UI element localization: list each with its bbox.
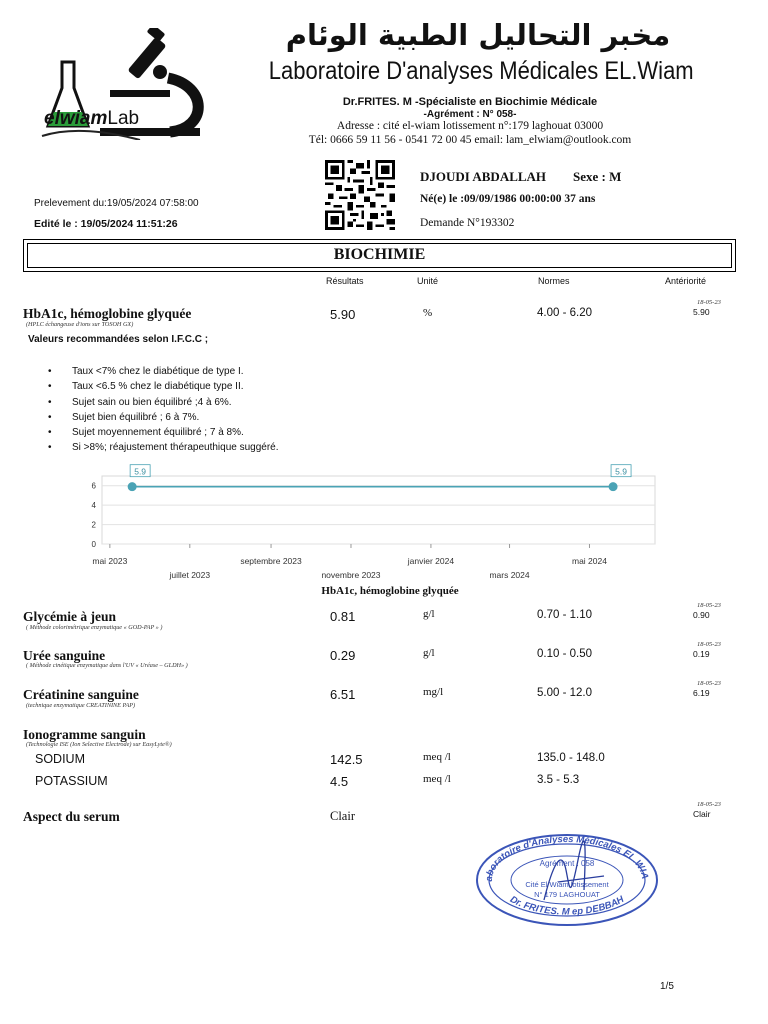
- chart-xtick-label: juillet 2023: [169, 570, 211, 580]
- chart-xtick-label: mai 2024: [571, 556, 607, 566]
- iono-method: (Technologie ISE (Ion Selective Electrode) sur EasyLyte®): [26, 741, 172, 748]
- arabic-title: مخبر التحاليل الطبية الوئام: [285, 18, 671, 52]
- chart-xtick-label: novembre 2023: [321, 570, 381, 580]
- glycemie-result: 0.81: [330, 609, 356, 624]
- list-item: • Sujet bien équilibré ; 6 à 7%.: [48, 410, 279, 425]
- glycemie-name: Glycémie à jeun: [23, 609, 116, 624]
- uree-name: Urée sanguine: [23, 648, 106, 663]
- hba1c-history-chart: [80, 458, 680, 586]
- chart-xtick-label: septembre 2023: [240, 556, 302, 566]
- hba1c-method: (HPLC échangeuse d'ions sur TOSOH GX): [26, 321, 134, 328]
- creat-ant-date: 18-05-23: [697, 680, 721, 687]
- chart-ytick-label: 6: [91, 481, 96, 491]
- stamp-ring-top: aboratoire d'Analyses Médicales EL.WIA: [483, 833, 651, 882]
- address-line: Adresse : cité el-wiam lotissement n°:179 laghouat 03000: [336, 120, 604, 132]
- list-item: • Si >8%; réajustement thérapeuthique suggéré.: [48, 440, 279, 455]
- edite-date: Edité le : 19/05/2024 11:51:26: [34, 218, 178, 230]
- logo-lab-text: Lab: [107, 108, 140, 129]
- chart-data-point: [609, 482, 618, 491]
- sodium-unit: meq /l: [423, 751, 451, 763]
- chart-data-point: [128, 482, 137, 491]
- logo-elwiam-text: elwiam: [44, 108, 108, 129]
- lab-title: Laboratoire D'analyses Médicales EL.Wiam: [268, 57, 694, 85]
- stamp-line1: Agrément : 058: [539, 859, 595, 868]
- glycemie-unit: g/l: [423, 608, 435, 620]
- glycemie-ant-value: 0.90: [693, 610, 710, 620]
- hba1c-result: 5.90: [330, 307, 356, 322]
- qr-code: [325, 160, 395, 230]
- uree-ant-date: 18-05-23: [697, 641, 721, 648]
- chart-ytick-label: 4: [91, 501, 96, 511]
- section-title-box: [23, 239, 736, 272]
- uree-unit: g/l: [423, 647, 435, 659]
- list-item: • Sujet moyennement équilibré ; 7 à 8%.: [48, 425, 279, 440]
- section-title: BIOCHIMIE: [333, 246, 426, 263]
- sodium-result: 142.5: [330, 752, 363, 767]
- potassium-result: 4.5: [330, 774, 349, 789]
- demande-number: Demande N°193302: [420, 217, 515, 229]
- aspect-result: Clair: [330, 809, 355, 823]
- page-number: 1/5: [660, 981, 674, 992]
- prelevement-date: Prelevement du:19/05/2024 07:58:00: [34, 198, 199, 209]
- agrement-line: -Agrément : N° 058-: [423, 109, 517, 120]
- chart-xtick-label: mai 2023: [92, 556, 128, 566]
- chart-xtick-label: janvier 2024: [407, 556, 455, 566]
- patient-birth: Né(e) le :09/09/1986 00:00:00 37 ans: [420, 193, 596, 205]
- contact-line: Tél: 0666 59 11 56 - 0541 72 00 45 email: lam_elwiam@outlook.com: [308, 134, 632, 146]
- uree-result: 0.29: [330, 648, 356, 663]
- col-resultats: Résultats: [326, 276, 364, 286]
- creat-unit: mg/l: [423, 686, 444, 698]
- reco-list: [48, 364, 279, 456]
- col-unite: Unité: [417, 276, 439, 286]
- hba1c-unit: %: [423, 307, 433, 319]
- iono-name: Ionogramme sanguin: [23, 727, 146, 742]
- uree-ant-value: 0.19: [693, 649, 710, 659]
- creat-name: Créatinine sanguine: [23, 687, 139, 702]
- sodium-norms: 135.0 - 148.0: [537, 752, 605, 764]
- hba1c-norms: 4.00 - 6.20: [537, 307, 592, 319]
- chart-ytick-label: 0: [91, 540, 96, 549]
- aspect-name: Aspect du serum: [23, 809, 120, 824]
- hba1c-ant-date: 18-05-23: [697, 299, 721, 306]
- chart-ytick-label: 2: [91, 520, 96, 530]
- lab-logo: [40, 28, 210, 140]
- reco-title: Valeurs recommandées selon I.F.C.C ;: [28, 334, 209, 345]
- potassium-name: POTASSIUM: [35, 774, 108, 788]
- col-normes: Normes: [538, 276, 570, 286]
- aspect-ant-date: 18-05-23: [697, 801, 721, 808]
- uree-norms: 0.10 - 0.50: [537, 648, 592, 660]
- patient-sexe: Sexe : M: [573, 169, 622, 184]
- list-item: • Taux <7% chez le diabétique de type I.: [48, 364, 279, 379]
- creat-norms: 5.00 - 12.0: [537, 687, 592, 699]
- glycemie-norms: 0.70 - 1.10: [537, 609, 592, 621]
- chart-title: HbA1c, hémoglobine glyquée: [321, 585, 459, 597]
- patient-name: DJOUDI ABDALLAH: [420, 169, 547, 184]
- stamp-line2: Cité El Wiam lotissement: [525, 880, 609, 889]
- hba1c-name: HbA1c, hémoglobine glyquée: [23, 306, 192, 321]
- chart-data-label: 5.9: [615, 466, 627, 477]
- aspect-ant-value: Clair: [693, 809, 711, 819]
- potassium-unit: meq /l: [423, 773, 451, 785]
- sodium-name: SODIUM: [35, 752, 85, 766]
- potassium-norms: 3.5 - 5.3: [537, 774, 580, 786]
- doctor-line: Dr.FRITES. M -Spécialiste en Biochimie Médicale: [342, 96, 598, 108]
- stamp-line3: N° 179 LAGHOUAT: [534, 890, 600, 899]
- chart-xtick-label: mars 2024: [489, 570, 530, 580]
- glycemie-ant-date: 18-05-23: [697, 602, 721, 609]
- list-item: • Sujet sain ou bien équilibré ;4 à 6%.: [48, 395, 279, 410]
- glycemie-method: ( Méthode colorimétrique enzymatique « GOD-PAP » ): [26, 624, 163, 631]
- hba1c-ant-value: 5.90: [693, 307, 710, 317]
- lab-stamp: [474, 830, 660, 926]
- list-item: • Taux <6.5 % chez le diabétique type II.: [48, 379, 279, 394]
- uree-method: ( Méthode cinétique enzymatique dans l'UV « Uréase – GLDH» ): [26, 662, 188, 669]
- creat-ant-value: 6.19: [693, 688, 710, 698]
- col-anteriorite: Antériorité: [665, 276, 707, 286]
- creat-method: (technique enzymatique CREATININE PAP): [26, 702, 136, 709]
- stamp-ring-bottom: Dr. FRITES. M ep DEBBAH: [507, 894, 627, 918]
- chart-data-label: 5.9: [134, 466, 147, 477]
- creat-result: 6.51: [330, 687, 356, 702]
